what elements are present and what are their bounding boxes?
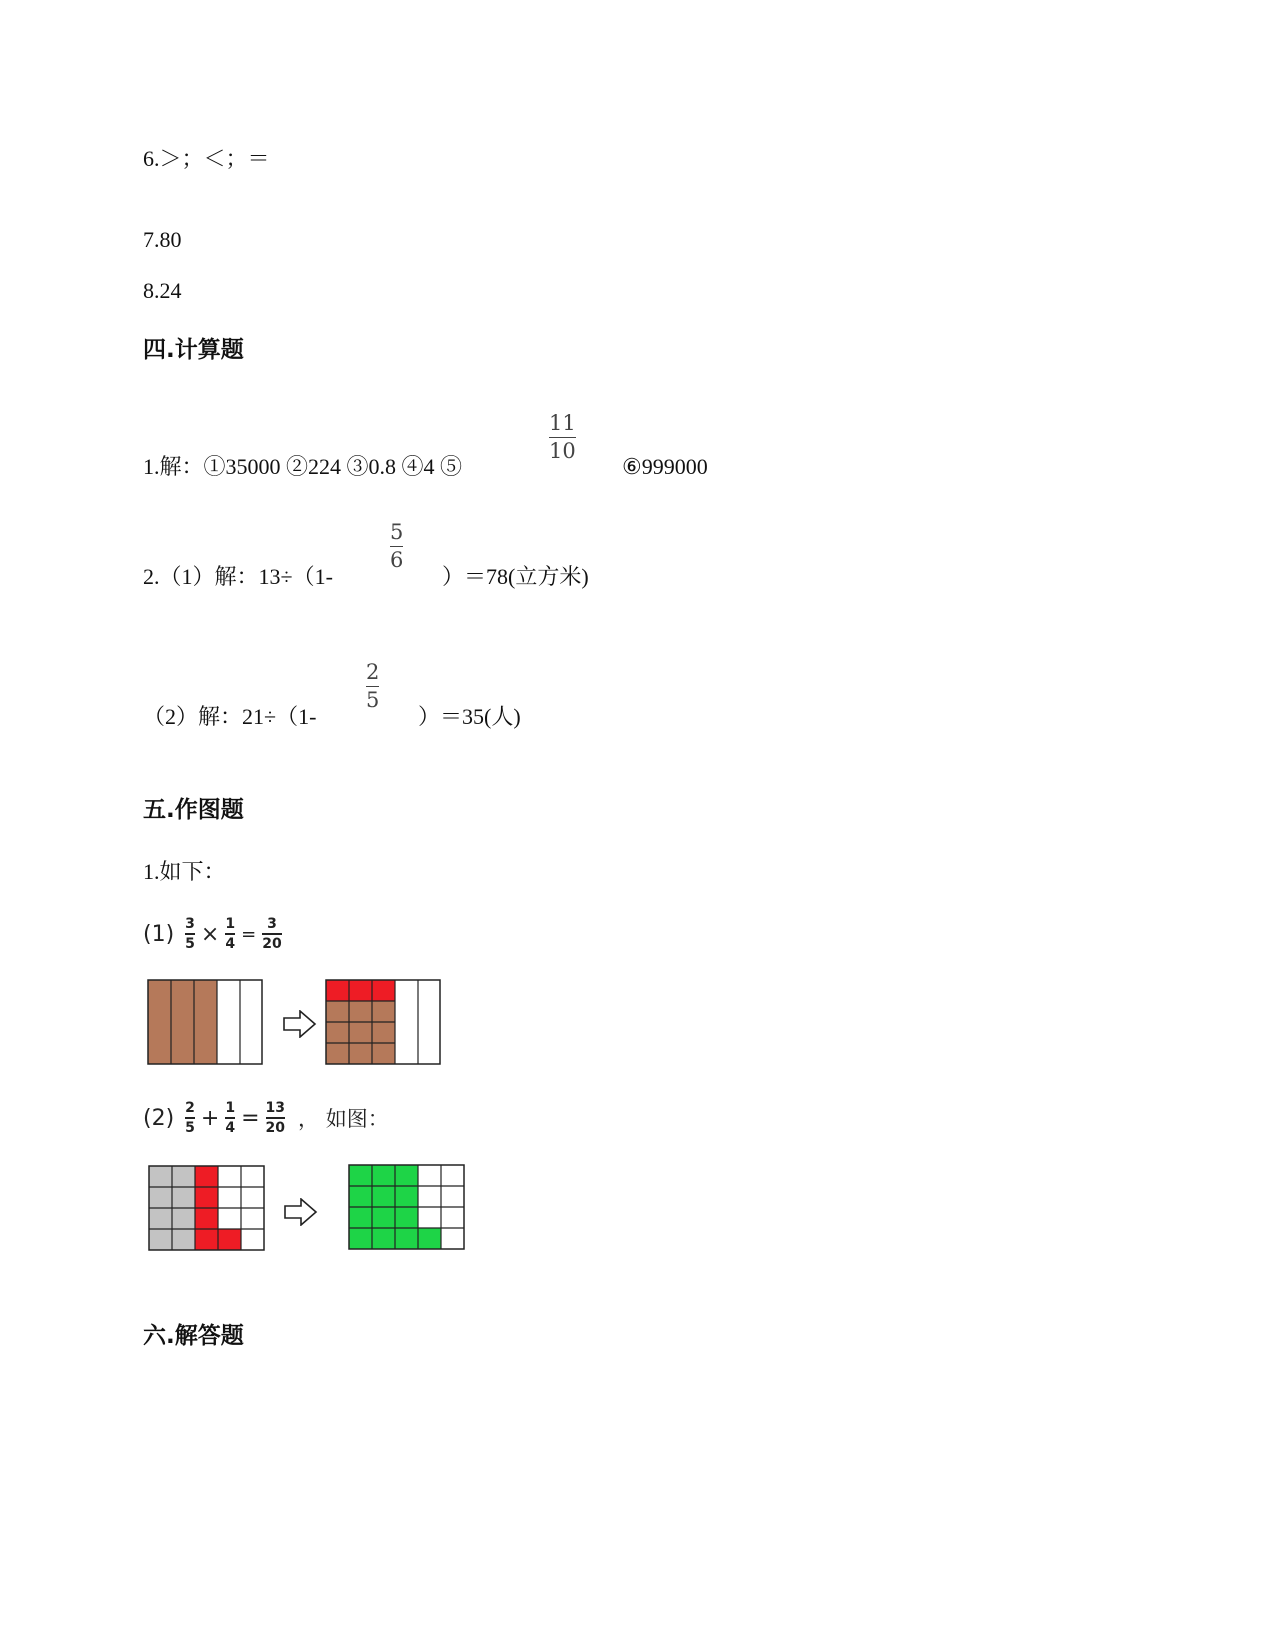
section-heading-drawing: 五.作图题 xyxy=(143,797,244,823)
equation-2-label: (2) xyxy=(143,1105,175,1131)
calc-q2-suffix: ）＝78(立方米) xyxy=(442,564,589,589)
calc-q3-fraction xyxy=(366,662,379,711)
fraction-bar xyxy=(225,1117,235,1119)
red-region xyxy=(218,1229,241,1250)
fraction xyxy=(185,1101,195,1135)
fraction-numerator: 5 xyxy=(390,520,404,544)
fraction-bar xyxy=(266,1117,285,1119)
fraction-bar xyxy=(225,933,235,935)
calc-q2-prefix: 2.（1）解：13÷（1- xyxy=(143,564,333,589)
fraction-denominator: 20 xyxy=(262,935,282,952)
equals-sign: = xyxy=(241,1105,260,1131)
fraction-numerator: 3 xyxy=(267,916,277,933)
calc-q1-text: 1.解：①35000 ②224 ③0.8 ④4 ⑤ xyxy=(143,454,463,479)
fraction-bar xyxy=(185,933,195,935)
calc-q3-suffix: ）＝35(人) xyxy=(418,704,521,729)
shaded-region xyxy=(148,980,217,1064)
calc-q1-fraction xyxy=(549,413,576,462)
fraction-numerator: 3 xyxy=(185,916,195,933)
equation-1-label: (1) xyxy=(143,921,175,947)
fraction-grid-three-fifths xyxy=(147,979,264,1066)
fraction xyxy=(225,1101,235,1135)
green-region xyxy=(418,1228,441,1249)
equals-sign: = xyxy=(241,923,257,945)
fraction xyxy=(266,1101,285,1135)
fraction-bar xyxy=(390,546,403,547)
calc-q2-fraction xyxy=(390,522,403,571)
fraction-denominator: 5 xyxy=(185,935,195,952)
fraction-denominator: 5 xyxy=(366,688,380,712)
fraction-denominator: 4 xyxy=(225,935,236,952)
highlighted-region xyxy=(326,980,395,1001)
fraction-grid-thirteen-twentieths xyxy=(348,1164,466,1252)
drawing-intro: 1.如下： xyxy=(143,859,226,884)
answer-7: 7.80 xyxy=(143,227,182,252)
fraction xyxy=(225,917,235,951)
fraction-denominator: 4 xyxy=(225,1119,236,1136)
equation-2 xyxy=(143,1097,389,1139)
answer-6: 6.＞；＜；＝ xyxy=(143,146,270,171)
fraction-numerator: 13 xyxy=(265,1100,286,1117)
equation-2-note: ， 如图： xyxy=(298,1107,389,1131)
fraction-numerator: 2 xyxy=(185,1100,195,1117)
fraction-bar xyxy=(366,686,379,687)
fraction-numerator: 2 xyxy=(366,660,380,684)
section-heading-answers: 六.解答题 xyxy=(143,1323,244,1349)
fraction-numerator: 11 xyxy=(549,411,576,435)
operator: + xyxy=(200,1105,220,1131)
fraction xyxy=(185,917,195,951)
fraction-numerator: 1 xyxy=(225,916,236,933)
section-heading-calculation: 四.计算题 xyxy=(143,337,244,363)
fraction-grid-addition xyxy=(148,1165,266,1253)
answer-8: 8.24 xyxy=(143,278,182,303)
fraction-denominator: 10 xyxy=(549,439,576,463)
fraction-grid-three-twentieths xyxy=(325,979,442,1067)
right-arrow-icon xyxy=(284,1198,318,1226)
fraction-numerator: 1 xyxy=(225,1100,236,1117)
fraction-bar xyxy=(185,1117,195,1119)
fraction xyxy=(262,917,281,951)
fraction-denominator: 6 xyxy=(390,548,404,572)
fraction-bar xyxy=(549,437,576,438)
fraction-bar xyxy=(262,933,281,935)
fraction-denominator: 20 xyxy=(265,1119,286,1136)
calc-q1-tail: ⑥999000 xyxy=(622,454,708,479)
fraction-denominator: 5 xyxy=(185,1119,195,1136)
equation-1 xyxy=(143,913,285,955)
operator: × xyxy=(200,921,220,947)
calc-q3-prefix: （2）解：21÷（1- xyxy=(143,704,317,729)
right-arrow-icon xyxy=(283,1010,317,1038)
